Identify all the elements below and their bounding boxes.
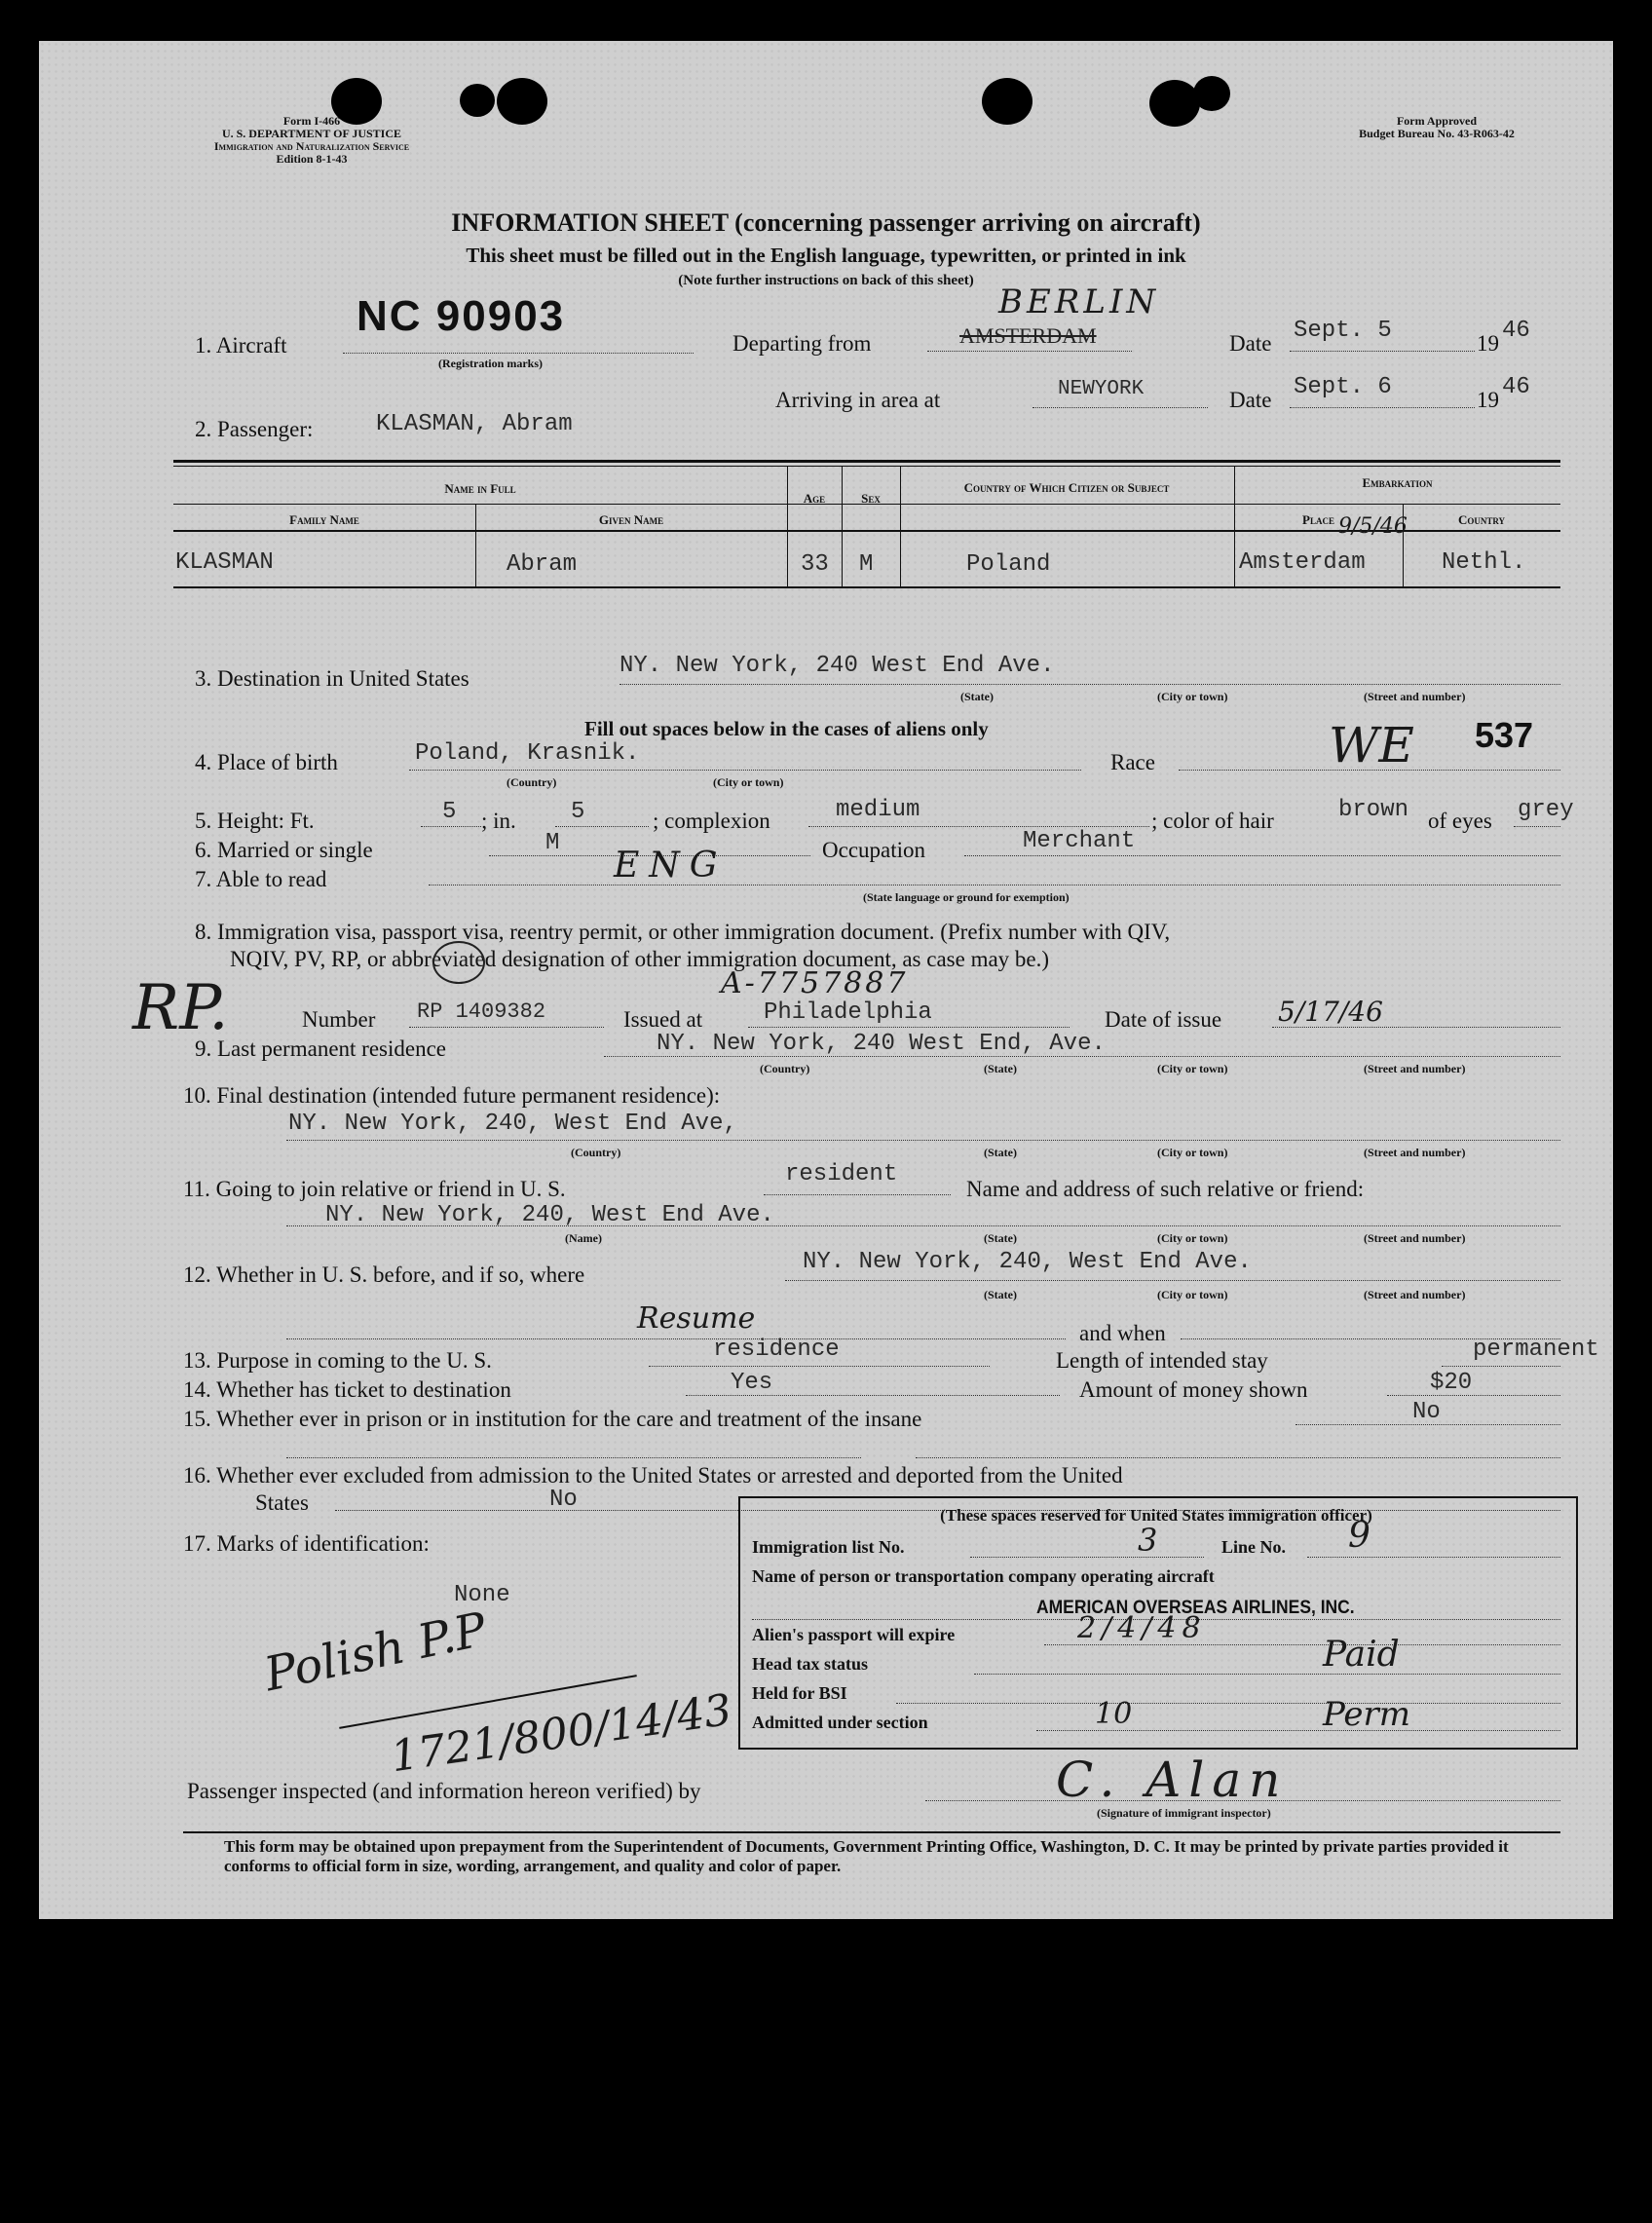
number-label: Number xyxy=(302,1007,376,1032)
date-issue-value: 5/17/46 xyxy=(1278,996,1383,1028)
form-approved: Form Approved xyxy=(1396,114,1478,128)
imm-list-line xyxy=(970,1557,1204,1558)
purpose-line xyxy=(649,1366,990,1367)
caption-street: (Street and number) xyxy=(1364,1146,1466,1159)
citizen-header: Country of Which Citizen or Subject xyxy=(963,480,1170,495)
height-ft: 5 xyxy=(442,799,457,825)
embark-date-handwritten: 9/5/46 xyxy=(1338,514,1408,539)
arrive-year-prefix: 19 xyxy=(1477,388,1499,412)
sex-value: M xyxy=(859,551,874,578)
join-address-line xyxy=(286,1225,1560,1226)
eyes-label: of eyes xyxy=(1428,809,1492,833)
caption-city: (City or town) xyxy=(713,775,784,789)
caption-city: (City or town) xyxy=(1157,1062,1228,1075)
form-header-right xyxy=(1305,115,1568,140)
departing-label: Departing from xyxy=(732,331,872,356)
punch-hole xyxy=(497,78,547,125)
caption-state: (State) xyxy=(960,690,994,703)
punch-hole xyxy=(1193,76,1230,111)
final-destination-line xyxy=(286,1140,1560,1141)
height-in-line xyxy=(555,826,649,827)
arriving-label: Arriving in area at xyxy=(775,388,941,412)
line-no-label: Line No. xyxy=(1221,1537,1287,1557)
destination-label: 3. Destination in United States xyxy=(195,666,469,691)
embarkation-header: Embarkation xyxy=(1362,475,1433,490)
caption-state: (State) xyxy=(984,1146,1017,1159)
occupation-label: Occupation xyxy=(822,838,926,862)
sex-header: Sex xyxy=(861,491,881,506)
departing-struck: AMSTERDAM xyxy=(959,323,1097,348)
last-residence-line xyxy=(604,1056,1560,1057)
visa-label-2: NQIV, PV, RP, or abbreviated designation of other immigration document, as case may be.) xyxy=(230,947,1050,971)
depart-year: 46 xyxy=(1502,318,1530,344)
race-line xyxy=(1179,770,1560,771)
length-line xyxy=(1442,1366,1560,1367)
company-label: Name of person or transportation company operating aircraft xyxy=(752,1566,1215,1586)
read-handwritten: ENG xyxy=(614,846,728,885)
aircraft-label: 1. Aircraft xyxy=(195,333,287,358)
money-line xyxy=(1387,1395,1560,1396)
service-name: Immigration and Naturalization Service xyxy=(213,139,410,153)
read-label: 7. Able to read xyxy=(195,867,327,891)
punch-hole xyxy=(982,78,1032,125)
arriving-line xyxy=(1032,407,1208,408)
age-header: Age xyxy=(803,491,826,506)
issued-at-label: Issued at xyxy=(623,1007,703,1032)
given-name-header: Given Name xyxy=(598,512,664,527)
section-handwritten: Perm xyxy=(1323,1695,1410,1734)
last-residence-label: 9. Last permanent residence xyxy=(195,1036,446,1061)
length-value: permanent xyxy=(1473,1337,1599,1363)
table-top-rule-thin xyxy=(173,466,1560,467)
eyes-line xyxy=(1514,826,1560,827)
join-relation: resident xyxy=(785,1161,898,1187)
date-issue-line xyxy=(1272,1027,1560,1028)
number-line xyxy=(409,1027,604,1028)
birth-line xyxy=(409,770,1081,771)
before-line xyxy=(785,1280,1560,1281)
aircraft-registration: NC 90903 xyxy=(357,292,566,340)
arrive-date-label: Date xyxy=(1229,388,1272,412)
head-tax-line xyxy=(974,1674,1560,1675)
prison-value: No xyxy=(1412,1399,1441,1425)
passenger-label: 2. Passenger: xyxy=(195,417,314,441)
rp-circle-mark xyxy=(432,941,485,984)
before-when-line xyxy=(286,1338,1066,1339)
final-destination-value: NY. New York, 240, West End Ave, xyxy=(288,1111,737,1137)
inspected-label: Passenger inspected (and information hereon verified) by xyxy=(187,1779,701,1803)
passport-expire-line xyxy=(1044,1644,1560,1645)
excluded-label-1: 16. Whether ever excluded from admission to the United States or arrested and deported from the United xyxy=(183,1463,1123,1488)
admitted-line xyxy=(1036,1730,1560,1731)
embark-country-value: Nethl. xyxy=(1442,549,1526,576)
form-number: Form I-466 xyxy=(282,114,341,128)
money-label: Amount of money shown xyxy=(1079,1377,1308,1402)
hair-label: ; color of hair xyxy=(1151,809,1274,833)
height-in: 5 xyxy=(571,799,585,825)
aircraft-line xyxy=(343,353,694,354)
caption-city: (City or town) xyxy=(1157,1231,1228,1245)
ticket-value: Yes xyxy=(731,1370,773,1396)
held-bsi-line xyxy=(896,1703,1560,1704)
date-issue-label: Date of issue xyxy=(1105,1007,1222,1032)
document-number: RP 1409382 xyxy=(417,999,546,1024)
complexion-line xyxy=(808,826,1149,827)
hair-value: brown xyxy=(1338,797,1409,823)
departing-handwritten: BERLIN xyxy=(998,283,1160,321)
height-ft-line xyxy=(421,826,481,827)
budget-number: Budget Bureau No. 43-R063-42 xyxy=(1359,127,1515,140)
caption-country: (Country) xyxy=(760,1062,810,1075)
caption-state: (State) xyxy=(984,1288,1017,1301)
given-name-value: Abram xyxy=(507,551,578,578)
excluded-label-2: States xyxy=(255,1490,309,1515)
caption-language: (State language or ground for exemption) xyxy=(863,890,1070,904)
passenger-name: KLASMAN, Abram xyxy=(376,411,573,437)
family-name-value: KLASMAN xyxy=(175,549,274,576)
country-header: Country xyxy=(1457,512,1506,527)
married-label: 6. Married or single xyxy=(195,838,373,862)
caption-state: (State) xyxy=(984,1231,1017,1245)
money-value: $20 xyxy=(1430,1370,1473,1396)
caption-city: (City or town) xyxy=(1157,1146,1228,1159)
occupation-line xyxy=(964,855,1560,856)
caption-street: (Street and number) xyxy=(1364,1288,1466,1301)
table-col-divider xyxy=(787,466,788,586)
prison-extra-line xyxy=(916,1457,1560,1458)
race-handwritten: WE xyxy=(1329,717,1414,773)
arriving-at: NEWYORK xyxy=(1058,378,1145,400)
signature-caption: (Signature of immigrant inspector) xyxy=(1097,1806,1271,1820)
visa-label-1: 8. Immigration visa, passport visa, reentry permit, or other immigration document. (Prefix number with QIV, xyxy=(195,920,1171,944)
caption-street: (Street and number) xyxy=(1364,1062,1466,1075)
inspector-signature: C. Alan xyxy=(1056,1752,1289,1808)
family-name-header: Family Name xyxy=(289,512,359,527)
passport-expire-label: Alien's passport will expire xyxy=(752,1625,956,1644)
and-when-label: and when xyxy=(1079,1321,1166,1345)
destination-value: NY. New York, 240 West End Ave. xyxy=(620,653,1055,679)
destination-line xyxy=(620,684,1560,685)
caption-state: (State) xyxy=(984,1062,1017,1075)
form-header-left xyxy=(175,115,448,166)
table-bottom-rule xyxy=(173,586,1560,588)
marks-label: 17. Marks of identification: xyxy=(183,1531,430,1556)
marks-value: None xyxy=(454,1582,510,1608)
height-label: 5. Height: Ft. xyxy=(195,809,315,833)
ticket-label: 14. Whether has ticket to destination xyxy=(183,1377,511,1402)
depart-date-line xyxy=(1290,351,1475,352)
race-label: Race xyxy=(1110,750,1155,774)
prison-extra-line xyxy=(286,1457,861,1458)
registration-caption: (Registration marks) xyxy=(438,357,543,370)
depart-date-label: Date xyxy=(1229,331,1272,356)
head-tax-value: Paid xyxy=(1323,1635,1400,1675)
rp-margin-handwritten: RP. xyxy=(132,972,229,1044)
before-label: 12. Whether in U. S. before, and if so, where xyxy=(183,1262,585,1287)
passport-expire-value: 2/4/48 xyxy=(1077,1611,1207,1645)
information-sheet xyxy=(39,41,1613,1919)
arrive-date: Sept. 6 xyxy=(1294,374,1392,400)
footer-text: This form may be obtained upon prepayment from the Superintendent of Documents, Government Printing Office, Washington, D. C. It may be printed by private parties provided it conforms to official form in size, wording, arrangement, and quality and color of paper. xyxy=(224,1837,1509,1875)
depart-year-prefix: 19 xyxy=(1477,331,1499,356)
purpose-value: residence xyxy=(713,1337,840,1363)
join-relation-line xyxy=(764,1194,951,1195)
admitted-label: Admitted under section xyxy=(752,1713,928,1732)
caption-city: (City or town) xyxy=(1157,690,1228,703)
citizen-value: Poland xyxy=(966,551,1051,578)
departing-line xyxy=(927,351,1132,352)
line-no-line xyxy=(1307,1557,1560,1558)
final-destination-label: 10. Final destination (intended future permanent residence): xyxy=(183,1083,721,1108)
signature-line xyxy=(925,1800,1560,1801)
punch-hole xyxy=(1149,80,1200,127)
held-bsi-label: Held for BSI xyxy=(752,1683,847,1703)
caption-city: (City or town) xyxy=(1157,1288,1228,1301)
section-value: 10 xyxy=(1095,1697,1133,1731)
footer-rule xyxy=(183,1831,1560,1833)
caption-street: (Street and number) xyxy=(1364,1231,1466,1245)
table-top-rule xyxy=(173,460,1560,463)
page-title: INFORMATION SHEET (concerning passenger arriving on aircraft) xyxy=(451,208,1201,237)
race-number: 537 xyxy=(1475,715,1534,755)
join-label: 11. Going to join relative or friend in U. S. xyxy=(183,1177,566,1201)
purpose-handwritten: Resume xyxy=(637,1301,756,1336)
page-subtitle: This sheet must be filled out in the English language, typewritten, or printed in ink xyxy=(466,244,1186,267)
embark-place-value: Amsterdam xyxy=(1239,549,1366,576)
table-col-divider xyxy=(842,466,843,586)
place-header: Place xyxy=(1302,512,1334,527)
imm-list-label: Immigration list No. xyxy=(752,1537,905,1557)
name-in-full-header: Name in Full xyxy=(444,481,516,496)
page-note: (Note further instructions on back of this sheet) xyxy=(678,273,974,288)
excluded-value: No xyxy=(549,1487,578,1513)
company-value: AMERICAN OVERSEAS AIRLINES, INC. xyxy=(1036,1598,1355,1618)
complexion-value: medium xyxy=(836,797,920,823)
occupation-value: Merchant xyxy=(1023,828,1136,854)
caption-street: (Street and number) xyxy=(1364,690,1466,703)
length-label: Length of intended stay xyxy=(1056,1348,1268,1373)
name-address-label: Name and address of such relative or friend: xyxy=(966,1177,1365,1201)
last-residence-value: NY. New York, 240 West End, Ave. xyxy=(657,1031,1106,1057)
eyes-value: grey xyxy=(1518,797,1574,823)
arrive-date-line xyxy=(1290,407,1475,408)
caption-name: (Name) xyxy=(565,1231,602,1245)
issued-at-value: Philadelphia xyxy=(764,999,932,1026)
line-no-value: 9 xyxy=(1348,1516,1370,1556)
caption-country: (Country) xyxy=(507,775,557,789)
issued-at-line xyxy=(748,1027,1070,1028)
department-name: U. S. DEPARTMENT OF JUSTICE xyxy=(221,127,402,140)
prison-line xyxy=(1295,1424,1560,1425)
birth-value: Poland, Krasnik. xyxy=(415,740,640,767)
age-value: 33 xyxy=(801,551,829,578)
head-tax-label: Head tax status xyxy=(752,1654,869,1674)
alien-number-handwritten: A-7757887 xyxy=(721,966,909,1000)
punch-hole xyxy=(460,84,495,117)
before-value: NY. New York, 240, West End Ave. xyxy=(803,1249,1252,1275)
complexion-label: ; complexion xyxy=(653,809,770,833)
imm-list-value: 3 xyxy=(1138,1522,1158,1559)
married-value: M xyxy=(545,830,560,856)
inches-label: ; in. xyxy=(481,809,516,833)
aliens-only-heading: Fill out spaces below in the cases of aliens only xyxy=(584,717,989,740)
marks-handwritten-2: 1721/800/14/43 xyxy=(388,1684,735,1783)
purpose-label: 13. Purpose in coming to the U. S. xyxy=(183,1348,492,1373)
join-address: NY. New York, 240, West End Ave. xyxy=(325,1202,774,1228)
birth-label: 4. Place of birth xyxy=(195,750,338,774)
ticket-line xyxy=(686,1395,1060,1396)
marks-handwritten-1: Polish P.P xyxy=(259,1601,492,1703)
depart-date: Sept. 5 xyxy=(1294,318,1392,344)
caption-country: (Country) xyxy=(571,1146,621,1159)
prison-label: 15. Whether ever in prison or in institution for the care and treatment of the insane xyxy=(183,1407,922,1431)
arrive-year: 46 xyxy=(1502,374,1530,400)
form-edition: Edition 8-1-43 xyxy=(276,152,348,166)
table-col-divider xyxy=(900,466,901,586)
officer-box-heading: (These spaces reserved for United States immigration officer) xyxy=(940,1506,1372,1525)
